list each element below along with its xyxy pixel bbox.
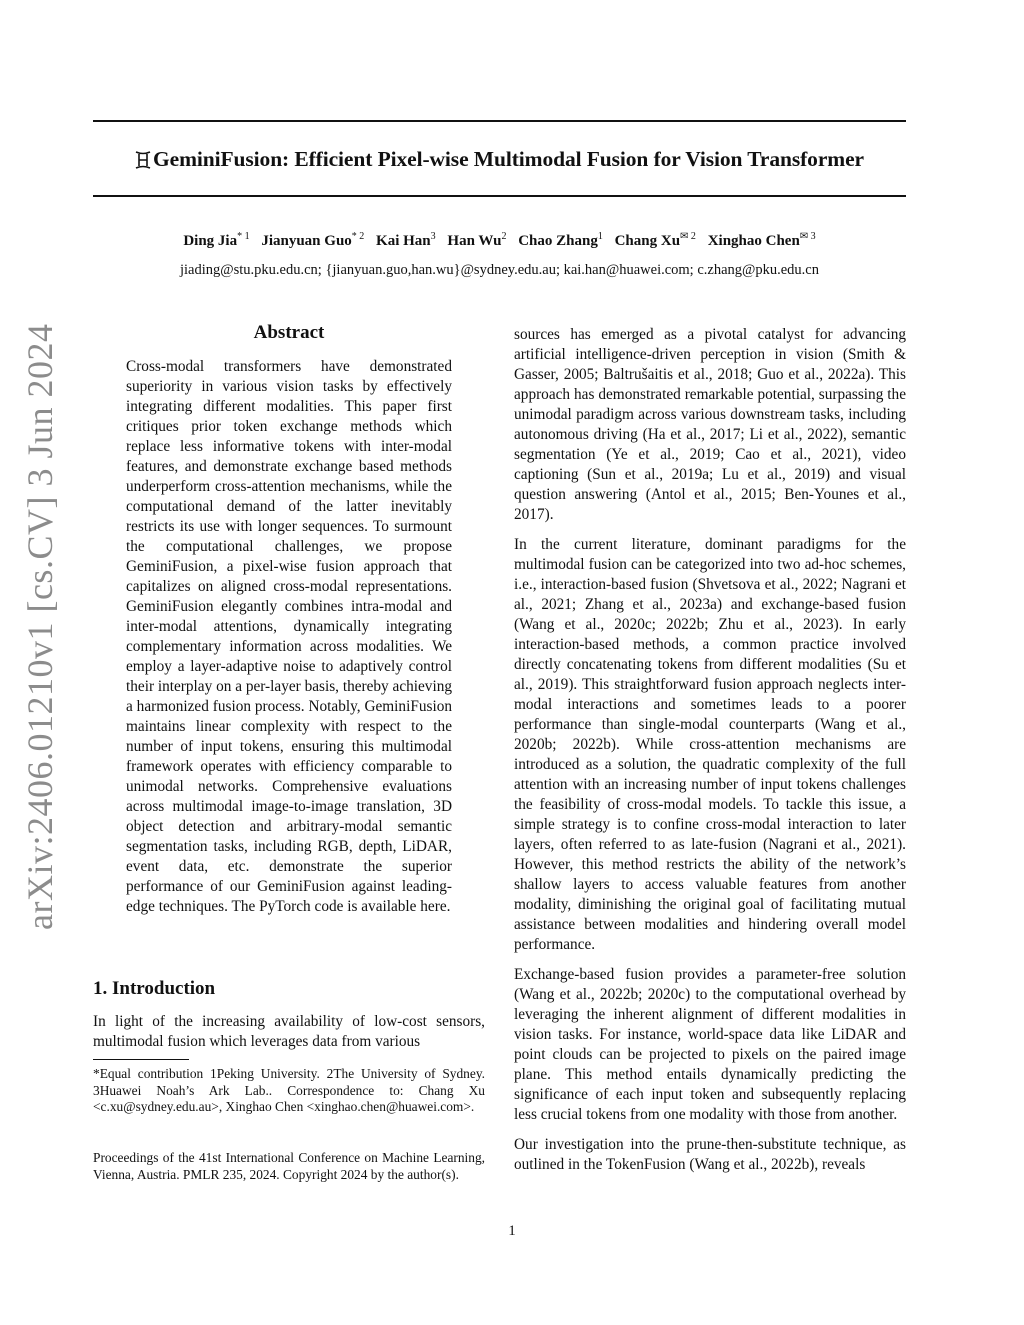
author: Chao Zhang$^1$	[518, 231, 603, 249]
gemini-logo-icon	[135, 151, 151, 169]
top-rule	[93, 120, 906, 122]
page-number: 1	[508, 1223, 516, 1239]
author: Xinghao Chen$^{✉ 3}$	[707, 231, 816, 249]
abstract-heading: Abstract	[253, 322, 325, 343]
arxiv-identifier: arXiv:2406.01210v1 [cs.CV] 3 Jun 2024	[20, 323, 60, 930]
paragraph: In the current literature, dominant paradigms for the multimodal fusion can be categorized into two ad-hoc schemes, i.e., interaction-based fusion (Shvetsova et al., 2022; Nagrani et al., 2021; Zhang et al., 2023a) and exchange-based fusion (Wang et al., 2020c; 2022b; Zhu et al., 2023). In early interaction-based methods, a common practice involved directly concatenating tokens from different modalities (Su et al., 2019). This straightforward fusion approach neglects inter-modal interactions and sometimes leads to a poorer performance than single-modal counterparts (Wang et al., 2020b; 2022b). While cross-attention mechanisms are introduced as a solution, the quadratic complexity of the full attention with an increasing number of input tokens challenges the feasibility of cross-modal models. To tackle this issue, a simple strategy is to confine cross-modal interaction to later layers, often referred to as late-fusion (Nagrani et al., 2021). However, this method restricts the ability of the network’s shallow layers to access valuable features from another modality, diminishing the original goal of facilitating mutual assistance between modalities and hindering overall model performance.	[514, 536, 906, 953]
introduction-heading: 1. Introduction	[93, 978, 216, 999]
paragraph: Our investigation into the prune-then-substitute technique, as outlined in the TokenFusion (Wang et al., 2022b), reveals	[514, 1136, 906, 1173]
paragraph: sources has emerged as a pivotal catalyst for advancing artificial intelligence-driven perception in vision (Smith & Gasser, 2005; Baltrušaitis et al., 2018; Guo et al., 2022a). This approach has demonstrated remarkable potential, surpassing the unimodal paradigm across various downstream tasks, including autonomous driving (Ha et al., 2017; Li et al., 2022), semantic segmentation (Ye et al., 2019; Cao et al., 2021), video captioning (Sun et al., 2019a; Lu et al., 2019) and visual question answering (Antol et al., 2015; Ben-Younes et al., 2017).	[514, 326, 906, 523]
paper-title-text: GeminiFusion: Efficient Pixel-wise Multimodal Fusion for Vision Transformer	[153, 147, 864, 171]
bottom-rule	[93, 195, 906, 197]
right-column	[514, 325, 906, 1185]
paragraph: Exchange-based fusion provides a parameter-free solution (Wang et al., 2022b; 2020c) to the computational overhead by leveraging the inherent alignment of different modalities in vision tasks. For instance, world-space data like LiDAR and point clouds can be projected to pixels on the paired image plane. This method entails dynamically predicting the significance of each input token and subsequently replacing less crucial tokens from one modality with those from another.	[514, 966, 906, 1123]
proceedings-note: Proceedings of the 41st International Conference on Machine Learning, Vienna, Austria. PMLR 235, 2024. Copyright 2024 by the author(s).	[93, 1150, 485, 1182]
author: Jianyuan Guo$^{* 2}$	[261, 231, 365, 249]
introduction-text: In light of the increasing availability of low-cost sensors, multimodal fusion which leverages data from various	[93, 1013, 485, 1050]
abstract-text: Cross-modal transformers have demonstrated superiority in various vision tasks by effectively integrating different modalities. This paper first critiques prior token exchange methods which replace less informative tokens with inter-modal features, and demonstrate exchange based methods underperform cross-attention mechanisms, while the computational demand of the latter inevitably restricts its use with longer sequences. To surmount the computational challenges, we propose GeminiFusion, a pixel-wise fusion approach that capitalizes on aligned cross-modal representations. GeminiFusion elegantly combines intra-modal and inter-modal attentions, dynamically integrating complementary information across modalities. We employ a layer-adaptive noise to adaptively control their interplay on a per-layer basis, thereby achieving a harmonized fusion process. Notably, GeminiFusion maintains linear complexity with respect to the number of input tokens, ensuring this multimodal framework operates with efficiency comparable to unimodal networks. Comprehensive evaluations across multimodal image-to-image translation, 3D object detection and arbitrary-modal semantic segmentation tasks, including RGB, depth, LiDAR, event data, etc. demonstrate the superior performance of our GeminiFusion against leading-edge techniques. The PyTorch code is available here.	[126, 358, 452, 915]
paper-title	[93, 147, 906, 172]
author: Chang $Xu^{✉ 2}$	[614, 231, 696, 249]
author: Ding Jia$^{* 1}$	[183, 231, 250, 249]
author-emails: jiading@stu.pku.edu.cn; {jianyuan.guo,han.wu}@sydney.edu.au; kai.han@huawei.com; c.zhang@pku.edu.cn	[180, 262, 819, 278]
footnote-rule	[93, 1059, 189, 1060]
footnote: *Equal contribution 1Peking University. 2The University of Sydney. 3Huawei Noah’s Ark Lab.. Correspondence to: Chang Xu <c.xu@sydney.edu.au>, Xinghao Chen <xinghao.chen@huawei.com>.	[93, 1066, 485, 1114]
author: Han Wu$^2$	[447, 231, 507, 249]
author-list	[93, 231, 906, 250]
author: Kai Han$^3$	[376, 231, 436, 249]
